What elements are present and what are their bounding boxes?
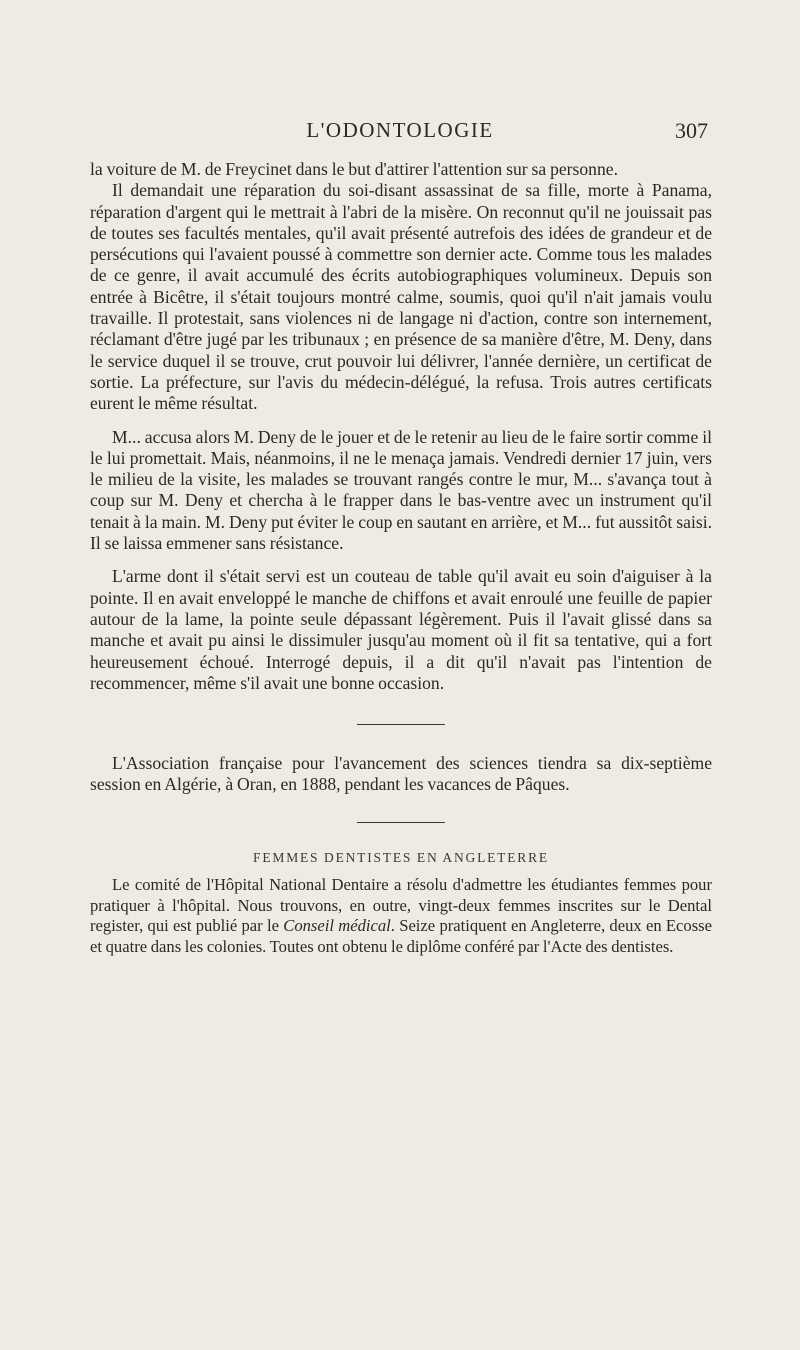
page-header [0, 118, 800, 144]
section-text: Le comité de l'Hôpital National Dentaire a résolu d'admettre les étudiantes femmes pour pratiquer à l'hôpital. Nous trouvons, en outre, vingt-deux femmes inscrites sur le Dental register, qui est publié par le [90, 875, 712, 936]
section-body [90, 875, 712, 957]
page-body [90, 159, 712, 957]
paragraph: Il demandait une réparation du soi-disant assassinat de sa fille, morte à Panama, réparation d'argent qui le mettrait à l'abri de la misère. On reconnut qu'il ne jouissait pas de toutes ses facultés mentales, qu'il avait présenté autrefois des idées de grandeur et de persécutions qui l'avaient poussé à commettre son dernier acte. Comme tous les malades de ce genre, il avait accumulé des écrits autobiographiques volumineux. Depuis son entrée à Bicêtre, il s'était toujours montré calme, soumis, quoi qu'il n'ait jamais voulu travaille. Il protestait, sans violences ni de langage ni d'action, contre son internement, réclamant d'être jugé par les tribunaux ; en présence de sa manière d'être, M. Deny, dans le service duquel il se trouve, crut pouvoir lui délivrer, l'année dernière, un certificat de sortie. La préfecture, sur l'avis du médecin-délégué, la refusa. Trois autres certificats eurent le même résultat. [90, 180, 712, 414]
paragraph-gap [90, 415, 712, 427]
paragraph: la voiture de M. de Freycinet dans le but d'attirer l'attention sur sa personne. [90, 159, 618, 179]
section-divider [357, 724, 445, 725]
section-text: . Seize pratiquent en Angleterre, deux en Ecosse et quatre dans les colonies. Toutes ont obtenu le diplôme conféré par l'Acte des dentistes. [90, 916, 712, 956]
paragraph: M... accusa alors M. Deny de le jouer et de le retenir au lieu de le faire sortir comme il le lui promettait. Mais, néanmoins, il ne le menaça jamais. Vendredi dernier 17 juin, vers le milieu de la visite, les malades se trouvant rangés contre le mur, M... s'avança tout à coup sur M. Deny et chercha à le frapper dans le bas-ventre avec un instrument qu'il tenait à la main. M. Deny put éviter le coup en sautant en arrière, et M... fut aussitôt saisi. Il se laissa emmener sans résistance. [90, 426, 712, 554]
paragraph: L'arme dont il s'était servi est un couteau de table qu'il avait eu soin d'aiguiser à la pointe. Il en avait enveloppé le manche de chiffons et avait enroulé une feuille de papier autour de la lame, la pointe seule dépassant légèrement. Puis il l'avait glissé dans sa manche et avait pu ainsi le dissimuler jusqu'au moment où il fit sa tentative, qui a fort heureusement échoué. Interrogé depuis, il a dit qu'il n'avait pas l'intention de recommencer, même s'il avait une bonne occasion. [90, 566, 712, 693]
association-notice: L'Association française pour l'avancement des sciences tiendra sa dix-septième session en Algérie, à Oran, en 1888, pendant les vacances de Pâques. [90, 753, 712, 795]
paragraph-gap [90, 554, 712, 566]
section-paragraph [90, 875, 712, 957]
page-number: 307 [675, 118, 708, 143]
section-divider [357, 822, 445, 823]
section-title: FEMMES DENTISTES EN ANGLETERRE [253, 849, 549, 865]
running-title: L'ODONTOLOGIE [306, 118, 494, 142]
italic-term: Conseil médical [283, 916, 391, 936]
